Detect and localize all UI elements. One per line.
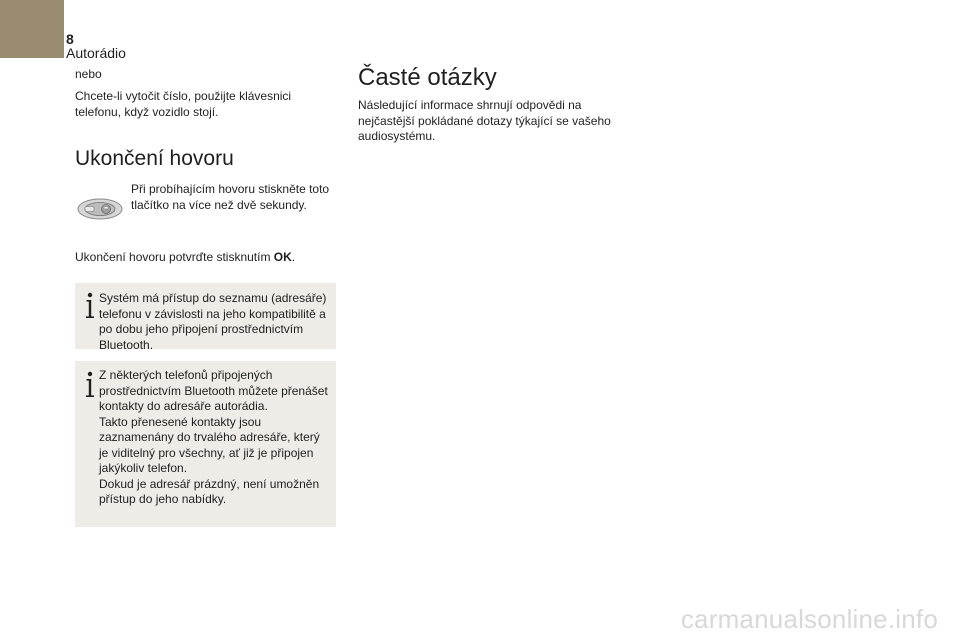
watermark: carmanualsonline.info: [680, 604, 938, 634]
faq-intro: Následující informace shrnují odpovědi na nejčastější pokládané dotazy týkající se vašeho audiosystému.: [358, 98, 611, 143]
section-title: Autorádio: [66, 45, 126, 61]
end-call-confirm: [75, 250, 337, 266]
info-icon: [85, 371, 95, 399]
page-color-tab: [0, 0, 64, 58]
end-call-heading: Ukončení hovoru: [75, 147, 234, 170]
page-number: 8: [66, 31, 74, 47]
steering-wheel-phone-button-icon: [76, 196, 124, 222]
end-call-instruction: Při probíhajícím hovoru stiskněte toto tlačítko na více než dvě sekundy.: [131, 182, 330, 212]
info-box-text: Systém má přístup do seznamu (adresáře) telefonu v závislosti na jeho kompatibilitě a po dobu jeho připojení prostřednictvím Bluetooth.: [99, 291, 327, 352]
info-line-empty: Dokud je adresář prázdný, není umožněn přístup do jeho nabídky.: [99, 476, 320, 506]
info-box-phonebook-access: [75, 283, 336, 352]
or-text: nebo: [75, 67, 102, 81]
info-box-text: [99, 368, 331, 508]
dial-instruction: Chcete-li vytočit číslo, použijte klávesnici telefonu, když vozidlo stojí.: [75, 89, 292, 119]
confirm-suffix: .: [291, 250, 296, 264]
info-line-transfer: Z některých telefonů připojených prostřednictvím Bluetooth můžete přenášet kontakty do adresáře autorádia.: [99, 368, 328, 413]
confirm-prefix: Ukončení hovoru potvrďte stisknutím: [75, 250, 274, 264]
info-box-contacts-transfer: [75, 361, 336, 527]
ok-key: OK: [273, 250, 292, 264]
info-line-permanent: Takto přenesené kontakty jsou zaznamenány do trvalého adresáře, který je viditelný pro všechny, ať již je připojen jakýkoliv telefon.: [99, 414, 320, 475]
faq-heading: Časté otázky: [358, 64, 497, 91]
info-icon: [85, 292, 95, 320]
